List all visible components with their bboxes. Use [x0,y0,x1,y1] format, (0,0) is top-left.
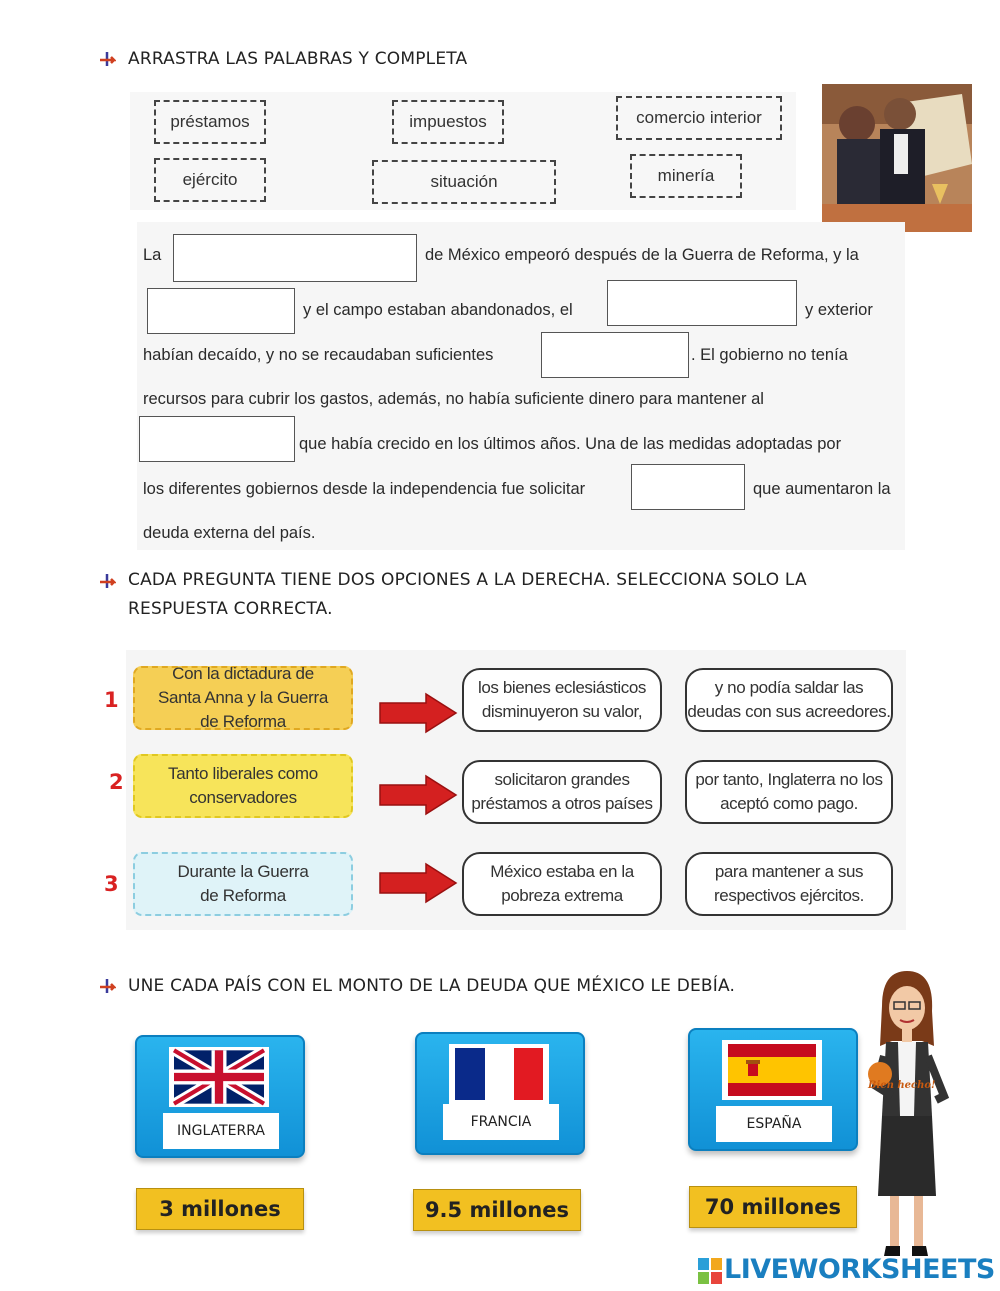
question-prompt-3: Durante la Guerra de Reforma [133,852,353,916]
reform-laws-painting [822,84,972,232]
question-3-option-b[interactable]: para mantener a sus respectivos ejércitos. [685,852,893,916]
word-prestamos[interactable]: préstamos [154,100,266,144]
text-line: deuda externa del país. [143,524,316,542]
blank-2[interactable] [147,288,295,334]
blank-5[interactable] [139,416,295,462]
text-line: recursos para cubrir los gastos, además, no había suficiente dinero para mantener al [143,390,764,408]
bullet-icon [98,51,116,69]
text-line: que había crecido en los últimos años. Una de las medidas adoptadas por [299,435,842,453]
word-comercio-interior[interactable]: comercio interior [616,96,782,140]
question-1-option-a[interactable]: los bienes eclesiásticos disminuyeron su valor, [462,668,662,732]
text-line: y el campo estaban abandonados, el [303,301,573,319]
blank-3[interactable] [607,280,797,326]
liveworksheets-brand[interactable]: LIVEWORKSHEETS [724,1254,995,1285]
text-line: La [143,246,162,264]
question-number: 2 [109,770,124,794]
amount-9-5-millones[interactable]: 9.5 millones [413,1189,581,1231]
bien-hecho-badge: Bien hecho! [868,1080,936,1091]
country-card-inglaterra[interactable] [135,1035,305,1158]
country-label: FRANCIA [443,1104,559,1140]
fill-in-paragraph [137,222,905,550]
country-label: INGLATERRA [163,1113,279,1149]
uk-flag-icon [169,1047,269,1107]
bullet-icon [98,573,116,591]
question-1-option-b[interactable]: y no podía saldar las deudas con sus acreedores. [685,668,893,732]
section1-instruction: ARRASTRA LAS PALABRAS Y COMPLETA [128,49,468,69]
text-line: que aumentaron la [753,480,891,498]
arrow-right-icon [378,692,458,734]
question-prompt-2: Tanto liberales como conservadores [133,754,353,818]
word-impuestos[interactable]: impuestos [392,100,504,144]
amount-70-millones[interactable]: 70 millones [689,1186,857,1228]
country-card-espana[interactable] [688,1028,858,1151]
section3-instruction: UNE CADA PAÍS CON EL MONTO DE LA DEUDA QUE MÉXICO LE DEBÍA. [128,976,736,996]
text-line: los diferentes gobiernos desde la independencia fue solicitar [143,480,586,498]
text-line: . El gobierno no tenía [691,346,848,364]
question-number: 1 [104,688,119,712]
blank-4[interactable] [541,332,689,378]
question-2-option-b[interactable]: por tanto, Inglaterra no los aceptó como pago. [685,760,893,824]
word-situacion[interactable]: situación [372,160,556,204]
question-number: 3 [104,872,119,896]
question-prompt-1: Con la dictadura de Santa Anna y la Guerra de Reforma [133,666,353,730]
country-card-francia[interactable] [415,1032,585,1155]
section2-instruction: CADA PREGUNTA TIENE DOS OPCIONES A LA DERECHA. SELECCIONA SOLO LA RESPUESTA CORRECTA. [128,570,807,619]
text-line: y exterior [805,301,873,319]
amount-3-millones[interactable]: 3 millones [136,1188,304,1230]
question-3-option-a[interactable]: México estaba en la pobreza extrema [462,852,662,916]
liveworksheets-logo-icon [698,1258,722,1284]
question-2-option-a[interactable]: solicitaron grandes préstamos a otros países [462,760,662,824]
text-line: de México empeoró después de la Guerra de Reforma, y la [425,246,859,264]
word-mineria[interactable]: minería [630,154,742,198]
word-ejercito[interactable]: ejército [154,158,266,202]
blank-1[interactable] [173,234,417,282]
teacher-character-icon [862,966,952,1261]
bullet-icon [98,978,116,996]
country-label: ESPAÑA [716,1106,832,1142]
arrow-right-icon [378,774,458,816]
arrow-right-icon [378,862,458,904]
text-line: habían decaído, y no se recaudaban suficientes [143,346,494,364]
blank-6[interactable] [631,464,745,510]
word-bank [130,92,796,210]
france-flag-icon [449,1044,549,1104]
spain-flag-icon [722,1040,822,1100]
